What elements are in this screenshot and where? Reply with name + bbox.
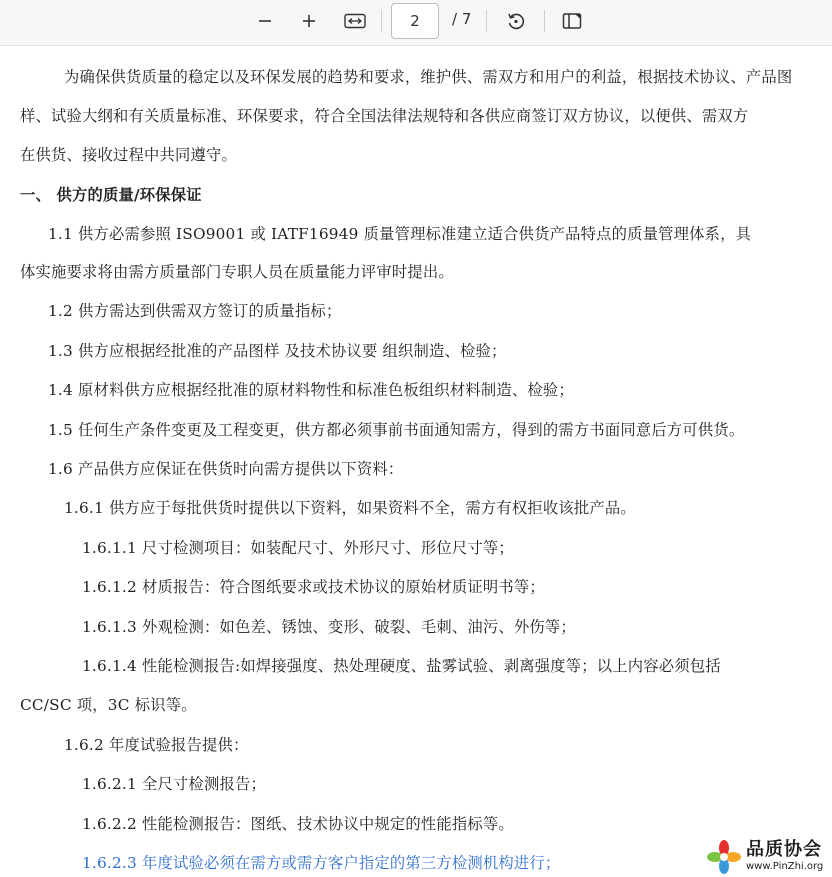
fit-width-icon: [344, 13, 366, 29]
toolbar-divider: [381, 10, 382, 32]
clause-1-6-2-1: 1.6.2.1 全尺寸检测报告；: [82, 775, 266, 793]
clause-1-6-2-3: 1.6.2.3 年度试验必须在需方或需方客户指定的第三方检测机构进行；: [82, 854, 561, 872]
intro-paragraph-line: 为确保供货质量的稳定以及环保发展的趋势和要求，维护供、需双方和用户的利益，根据技术协议、产品图: [64, 68, 793, 86]
intro-paragraph-line: 在供货、接收过程中共同遵守。: [20, 146, 237, 164]
section-heading: 一、 供方的质量/环保保证: [20, 186, 202, 204]
toolbar-divider: [544, 10, 545, 32]
toolbar-divider: [486, 10, 487, 32]
clause-1-6-2-2: 1.6.2.2 性能检测报告：图纸、技术协议中规定的性能指标等。: [82, 815, 514, 833]
rotate-button[interactable]: [502, 6, 530, 36]
clause-1-3: 1.3 供方应根据经批准的产品图样 及技术协议要 组织制造、检验；: [48, 342, 507, 360]
rotate-icon: [506, 11, 526, 31]
flower-logo-icon: [706, 839, 742, 875]
clause-1-6: 1.6 产品供方应保证在供货时向需方提供以下资料：: [48, 460, 404, 478]
page-view-button[interactable]: [558, 6, 586, 36]
clause-1-4: 1.4 原材料供方应根据经批准的原材料物性和标准色板组织材料制造、检验；: [48, 381, 574, 399]
watermark-title: 品质协会: [746, 839, 822, 860]
clause-1-5: 1.5 任何生产条件变更及工程变更，供方都必须事前书面通知需方，得到的需方书面同意后方可供货。: [48, 421, 745, 439]
clause-1-1: 1.1 供方必需参照 ISO9001 或 IATF16949 质量管理标准建立适合供货产品特点的质量管理体系，具: [48, 225, 752, 243]
watermark-url: www.PinZhi.org: [746, 861, 824, 872]
watermark: [706, 836, 832, 877]
page-view-icon: [562, 12, 582, 30]
clause-1-6-1-4: 1.6.1.4 性能检测报告:如焊接强度、热处理硬度、盐雾试验、剥离强度等；以上内容必须包括: [82, 657, 721, 675]
pdf-toolbar: [0, 0, 832, 46]
fit-width-button[interactable]: [340, 6, 370, 36]
clause-1-6-1-1: 1.6.1.1 尺寸检测项目：如装配尺寸、外形尺寸、形位尺寸等；: [82, 539, 514, 557]
clause-1-6-1-2: 1.6.1.2 材质报告：符合图纸要求或技术协议的原始材质证明书等；: [82, 578, 545, 596]
plus-icon: [301, 13, 317, 29]
document-page: [0, 46, 832, 877]
clause-1-6-2: 1.6.2 年度试验报告提供：: [64, 736, 249, 754]
zoom-out-button[interactable]: [252, 6, 278, 36]
clause-1-6-1-3: 1.6.1.3 外观检测：如色差、锈蚀、变形、破裂、毛刺、油污、外伤等；: [82, 618, 576, 636]
page-number-input[interactable]: [391, 3, 439, 39]
clause-1-2: 1.2 供方需达到供需双方签订的质量指标；: [48, 302, 342, 320]
clause-1-6-1: 1.6.1 供方应于每批供货时提供以下资料，如果资料不全，需方有权拒收该批产品。: [64, 499, 636, 517]
clause-1-6-1-4-continued: CC/SC 项，3C 标识等。: [20, 696, 197, 714]
minus-icon: [257, 13, 273, 29]
zoom-in-button[interactable]: [296, 6, 322, 36]
clause-1-1-continued: 体实施要求将由需方质量部门专职人员在质量能力评审时提出。: [20, 263, 454, 281]
page-total-label: / 7: [452, 10, 472, 28]
intro-paragraph-line: 样、试验大纲和有关质量标准、环保要求，符合全国法律法规特和各供应商签订双方协议，以便供、需双方: [20, 107, 749, 125]
